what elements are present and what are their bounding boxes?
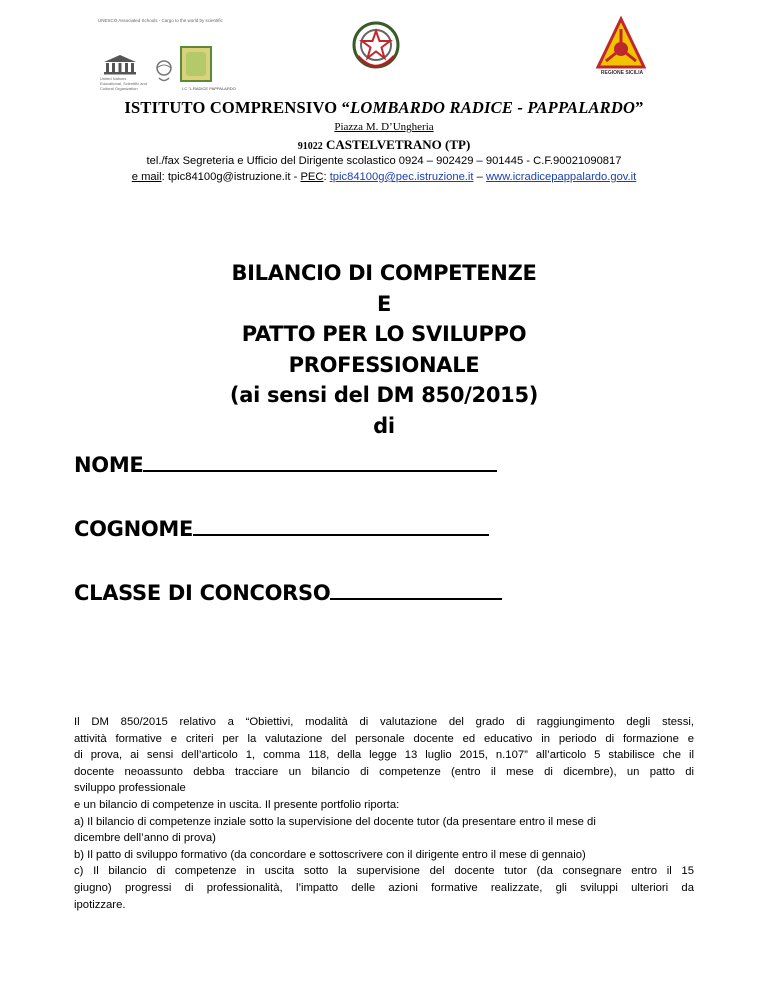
- classe-field: [74, 579, 502, 605]
- unesco-text: United Nations Educational, Scientific and Cultural Organization: [100, 76, 147, 91]
- city-name: CASTELVETRANO (TP): [325, 137, 471, 152]
- email-label: e mail: [131, 171, 162, 183]
- institution-city: [0, 137, 768, 153]
- title-line: BILANCIO DI COMPETENZE: [231, 261, 537, 285]
- cognome-field: [74, 515, 489, 541]
- title-line: PROFESSIONALE: [288, 352, 480, 377]
- body-line: dicembre dell’anno di prova): [74, 832, 216, 845]
- body-line: attività formative e criteri per la valutazione del personale docente ed educativo in periodo di formazione e: [74, 732, 694, 745]
- cognome-label: COGNOME: [74, 517, 194, 541]
- title-line: di: [373, 413, 395, 438]
- contact-email-line: e mail: tpic84100g@istruzione.it - PEC: tpic84100g@pec.istruzione.it – www.icradicepappalardo.gov.it: [131, 171, 637, 183]
- body-line: di prova, ai sensi dell’articolo 1, comma 118, della legge 13 luglio 2015, n.107” all’articolo 5 stabilisce che il: [74, 749, 694, 762]
- globe-hands-icon: [154, 58, 174, 84]
- school-small-label: I.C."L.RADICE PAPPALARDO: [182, 86, 236, 91]
- website-link[interactable]: www.icradicepappalardo.gov.it: [485, 171, 637, 183]
- title-line: (ai sensi del DM 850/2015): [229, 383, 539, 407]
- body-line: e un bilancio di competenze in uscita. Il presente portfolio riporta:: [74, 798, 400, 811]
- classe-blank-line[interactable]: [330, 579, 502, 600]
- unesco-caption: UNESCO Associated Schools - Cargo to the world by scientific: [98, 18, 223, 23]
- pec-label: PEC: [300, 171, 324, 183]
- title-line: E: [376, 291, 392, 316]
- institution-address: Piazza M. D’Ungheria: [334, 121, 434, 133]
- title-suffix: ”: [635, 98, 644, 117]
- unesco-temple-icon: [100, 54, 140, 76]
- region-label: REGIONE SICILIA: [600, 70, 644, 76]
- contact-phone-line: tel./fax Segreteria e Ufficio del Dirigente scolastico 0924 – 902429 – 901445 - C.F.90021090817: [146, 155, 622, 167]
- body-line: ipotizzare.: [74, 898, 126, 911]
- school-logo-icon: [180, 46, 212, 82]
- postal-code: 91022: [297, 141, 323, 152]
- nome-label: NOME: [74, 453, 144, 477]
- body-paragraph: [74, 714, 694, 913]
- unesco-associated-logo: [98, 14, 258, 92]
- nome-field: [74, 451, 497, 477]
- italian-republic-emblem-icon: [349, 18, 403, 76]
- body-line: sviluppo professionale: [74, 782, 186, 795]
- body-line: docente neoassunto debba tracciare un bilancio di competenze (entro il mese di dicembre), un patto di: [74, 765, 694, 778]
- document-title: [0, 258, 768, 441]
- institution-title: [0, 98, 768, 118]
- body-line: b) Il patto di sviluppo formativo (da concordare e sottoscrivere con il dirigente entro il mese di gennaio): [74, 848, 586, 861]
- email-text: tpic84100g@istruzione.it: [167, 171, 291, 183]
- institution-name: LOMBARDO RADICE - PAPPALARDO: [350, 98, 636, 117]
- pec-link[interactable]: tpic84100g@pec.istruzione.it: [329, 171, 474, 183]
- body-line: Il DM 850/2015 relativo a “Obiettivi, modalità di valutazione del grado di raggiungimento degli stessi,: [74, 716, 694, 728]
- body-line: giugno) progressi di professionalità, l’impatto delle azioni formative realizzate, gli sviluppi ulteriori da: [74, 881, 694, 894]
- cognome-blank-line[interactable]: [193, 515, 489, 536]
- title-prefix: ISTITUTO COMPRENSIVO “: [124, 98, 351, 117]
- body-line: a) Il bilancio di competenze inziale sotto la supervisione del docente tutor (da presentare entro il mese di: [74, 815, 596, 828]
- nome-blank-line[interactable]: [143, 451, 497, 472]
- body-line: c) Il bilancio di competenze in uscita sotto la supervisione del docente tutor (da consegnare entro il 15: [74, 865, 694, 878]
- title-line: PATTO PER LO SVILUPPO: [241, 322, 527, 346]
- classe-label: CLASSE DI CONCORSO: [74, 581, 331, 605]
